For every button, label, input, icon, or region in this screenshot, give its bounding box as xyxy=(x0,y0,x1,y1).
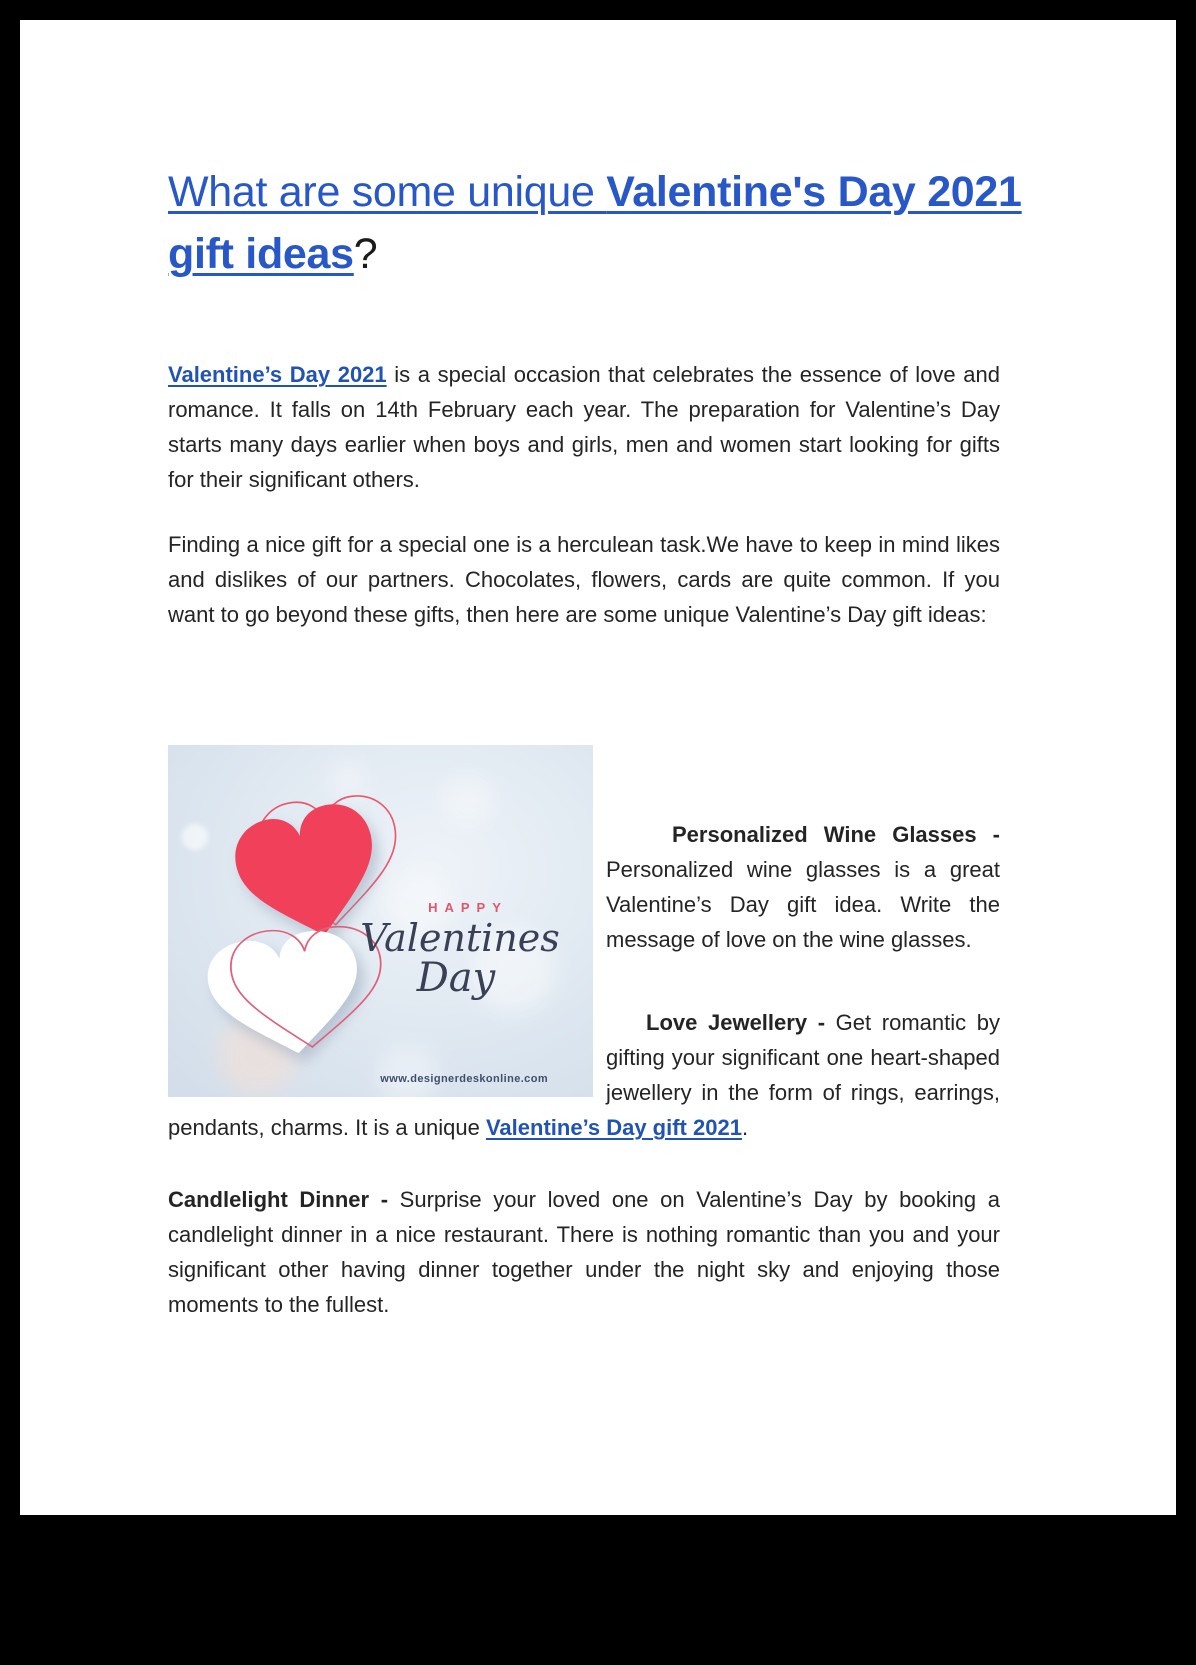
candlelight-dinner-paragraph xyxy=(168,1182,1000,1322)
love-jewellery-period: . xyxy=(741,1115,749,1140)
valentines-day-2021-link[interactable]: Valentine’s Day 2021 xyxy=(168,362,387,387)
hearts-illustration xyxy=(168,745,593,1097)
valentines-hearts-image xyxy=(168,745,593,1097)
love-jewellery-heading: Love Jewellery - xyxy=(646,1010,826,1035)
love-jewellery-text: Get romantic by gifting your significant one heart-shaped jewellery in the form of rings, earrings, pendants, charms. It is a unique xyxy=(168,1010,1000,1140)
valentines-day-gift-2021-link[interactable]: Valentine’s Day gift 2021 xyxy=(485,1115,742,1140)
wine-glasses-text: Personalized wine glasses is a great Valentine’s Day gift idea. Write the message of love on the wine glasses. xyxy=(606,857,1000,952)
title-link[interactable] xyxy=(168,168,1022,278)
intro-text: is a special occasion that celebrates the essence of love and romance. It falls on 14th February each year. The preparation for Valentine’s Day starts many days earlier when boys and girls, men and women start looking for gifts for their significant others. xyxy=(168,362,1000,492)
valentines-script-text: Valentines xyxy=(360,916,560,960)
finding-gift-paragraph xyxy=(168,527,1000,632)
document-page xyxy=(20,20,1176,1515)
title-regular-part: What are some unique xyxy=(168,168,607,216)
image-and-text-section xyxy=(168,745,1000,1145)
title-bold-part: Valentine's Day 2021 gift ideas xyxy=(168,168,1022,278)
wine-glasses-heading: Personalized Wine Glasses - xyxy=(672,822,1000,847)
intro-paragraph xyxy=(168,357,1000,497)
day-script-text: Day xyxy=(416,955,496,1001)
finding-text: Finding a nice gift for a special one is a herculean task.We have to keep in mind likes and dislikes of our partners. Chocolates, flowers, cards are quite common. If you want to go beyond these gifts, then here are some unique Valentine’s Day gift ideas: xyxy=(168,532,1000,627)
candlelight-dinner-text: Surprise your loved one on Valentine’s Day by booking a candlelight dinner in a nice restaurant. There is nothing romantic than you and your significant other having dinner together under the night sky and enjoying those moments to the fullest. xyxy=(168,1187,1000,1317)
watermark-text: www.designerdeskonline.com xyxy=(380,1073,548,1085)
title-question-mark: ? xyxy=(353,230,378,278)
candlelight-dinner-heading: Candlelight Dinner - xyxy=(168,1187,389,1212)
happy-text: HAPPY xyxy=(428,900,508,915)
page-title xyxy=(168,161,1038,285)
